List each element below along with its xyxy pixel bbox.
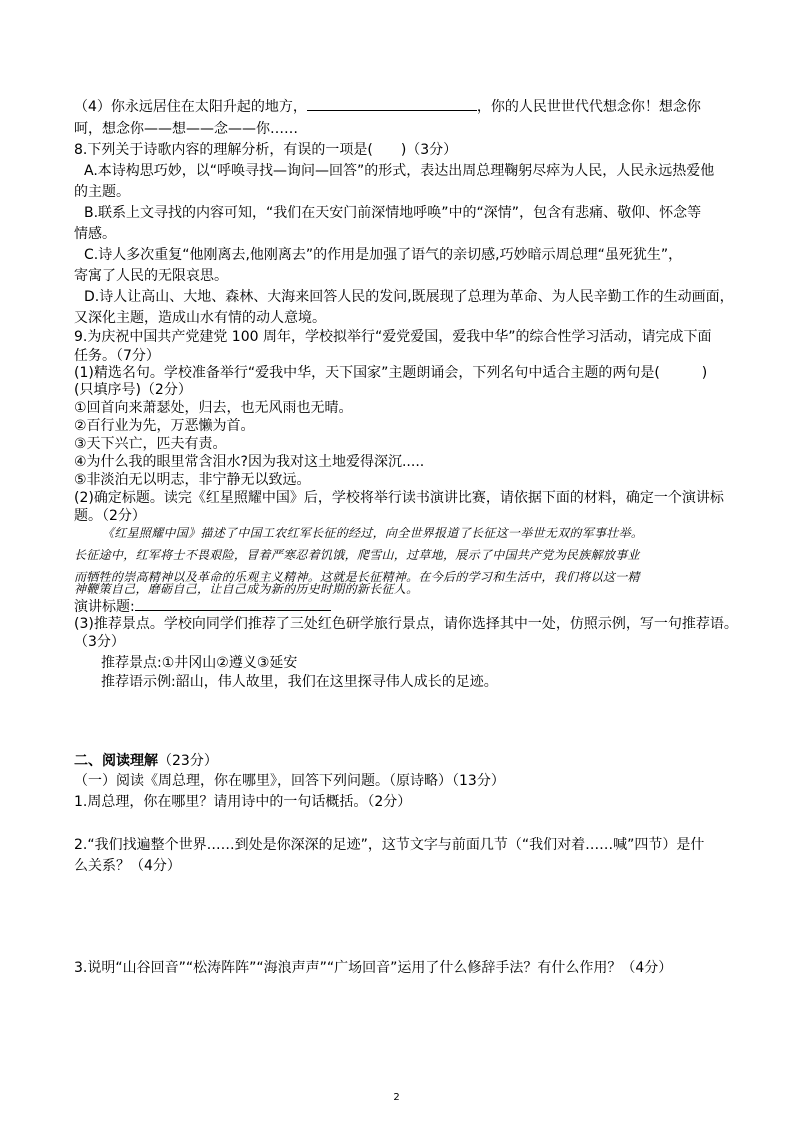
question-8: 8.下列关于诗歌内容的理解分析，有误的一项是( )（3分）: [74, 142, 458, 158]
q9-part-1-cont: (只填序号)（2分）: [74, 382, 192, 398]
page-number: 2: [393, 1092, 400, 1103]
speech-title-blank[interactable]: [135, 596, 331, 611]
quote-option-1: ①回首向来萧瑟处，归去，也无风雨也无晴。: [74, 400, 353, 416]
poem-line-4-start: （4）你永远居住在太阳升起的地方，: [74, 99, 307, 115]
quote-option-5: ⑤非淡泊无以明志，非宁静无以致远。: [74, 472, 311, 488]
q8-option-b: B.联系上文寻找的内容可知，“我们在天安门前深情地呼唤”中的“深情”，包含有悲痛、敬仰、怀念等: [84, 205, 702, 221]
reading-question-1: 1.周总理，你在哪里？请用诗中的一句话概括。（2分）: [74, 794, 412, 810]
q9-part-3: (3)推荐景点。学校向同学们推荐了三处红色研学旅行景点，请你选择其中一处，仿照示例，写一句推荐语。: [74, 616, 738, 632]
q9-part-2-cont: 题。（2分）: [74, 508, 146, 524]
section-2-heading: [74, 751, 734, 772]
quote-option-2: ②百行业为先，万恶懒为首。: [74, 418, 255, 434]
q8-option-d: D.诗人让高山、大地、森林、大海来回答人民的发问,既展现了总理为革命、为人民辛勤工作的生动画面，: [84, 289, 734, 305]
recommended-spots: 推荐景点:①井冈山②遵义③延安: [101, 655, 298, 671]
material-line-4: 神鞭策自己，磨砺自己，让自己成为新的历史时期的新长征人。: [74, 582, 419, 596]
section-2-score: （23分）: [158, 753, 218, 769]
reading-subsection-1: （一）阅读《周总理，你在哪里》，回答下列问题。（原诗略）（13分）: [74, 773, 505, 789]
answer-blank-1[interactable]: [307, 96, 477, 111]
poem-line-4-cont: 呵，想念你——想——念——你……: [74, 121, 298, 137]
q9-part-1: (1)精选名句。学校准备举行“爱我中华，天下国家”主题朗诵会，下列名句中适合主题的两句是( ): [74, 365, 708, 381]
q9-part-2: (2)确定标题。读完《红星照耀中国》后，学校将举行读书演讲比赛，请依据下面的材料，确定一个演讲标: [74, 490, 724, 506]
section-2-title: 二、阅读理解: [74, 753, 158, 769]
speech-title-label: 演讲标题:: [74, 599, 135, 615]
q8-option-b-cont: 情感。: [74, 226, 116, 242]
q8-option-c-cont: 寄寓了人民的无限哀思。: [74, 268, 228, 284]
material-line-2: 长征途中，红军将士不畏艰险，冒着严寒忍着饥饿，爬雪山，过草地，展示了中国共产党为民族解放事业: [74, 548, 640, 562]
reading-question-2: 2.“我们找遍整个世界……到处是你深深的足迹”，这节文字与前面几节（“我们对着……喊”四节）是什: [74, 837, 705, 853]
quote-option-3: ③天下兴亡，匹夫有责。: [74, 436, 227, 452]
quote-option-4: ④为什么我的眼里常含泪水?因为我对这土地爱得深沉.....: [74, 454, 425, 470]
question-9-cont: 任务。（7分）: [74, 348, 160, 364]
poem-line-4: [74, 96, 734, 118]
reading-question-2-cont: 么关系？（4分）: [74, 858, 181, 874]
material-line-3: 而牺牲的崇高精神以及革命的乐观主义精神。这就是长征精神。在今后的学习和生活中，我们将以这一精: [74, 570, 640, 584]
q8-option-a-cont: 的主题。: [74, 184, 130, 200]
q8-option-c: C.诗人多次重复“他刚离去,他刚离去”的作用是加强了语气的亲切感,巧妙暗示周总理“虽死犹生”，: [84, 247, 683, 263]
recommendation-example: 推荐语示例:韶山，伟人故里，我们在这里探寻伟人成长的足迹。: [101, 674, 498, 690]
q9-part-3-cont: （3分）: [74, 634, 125, 650]
poem-line-4-end: ，你的人民世世代代想念你！想念你: [476, 99, 701, 115]
material-line-1: 《红星照耀中国》描述了中国工农红军长征的经过，向全世界报道了长征这一举世无双的军事壮举。: [102, 526, 644, 540]
question-9: 9.为庆祝中国共产党建党 100 周年，学校拟举行“爱党爱国，爱我中华”的综合性学习活动，请完成下面: [74, 329, 712, 345]
q8-option-a: A.本诗构思巧妙，以“呼唤寻找—询问—回答”的形式，表达出周总理鞠躬尽瘁为人民，人民永远热爱他: [84, 163, 715, 179]
reading-question-3: 3.说明“山谷回音”“松涛阵阵”“海浪声声”“广场回音”运用了什么修辞手法？有什么作用？（4分）: [74, 960, 673, 976]
q8-option-d-cont: 又深化主题，造成山水有情的动人意境。: [74, 310, 326, 326]
